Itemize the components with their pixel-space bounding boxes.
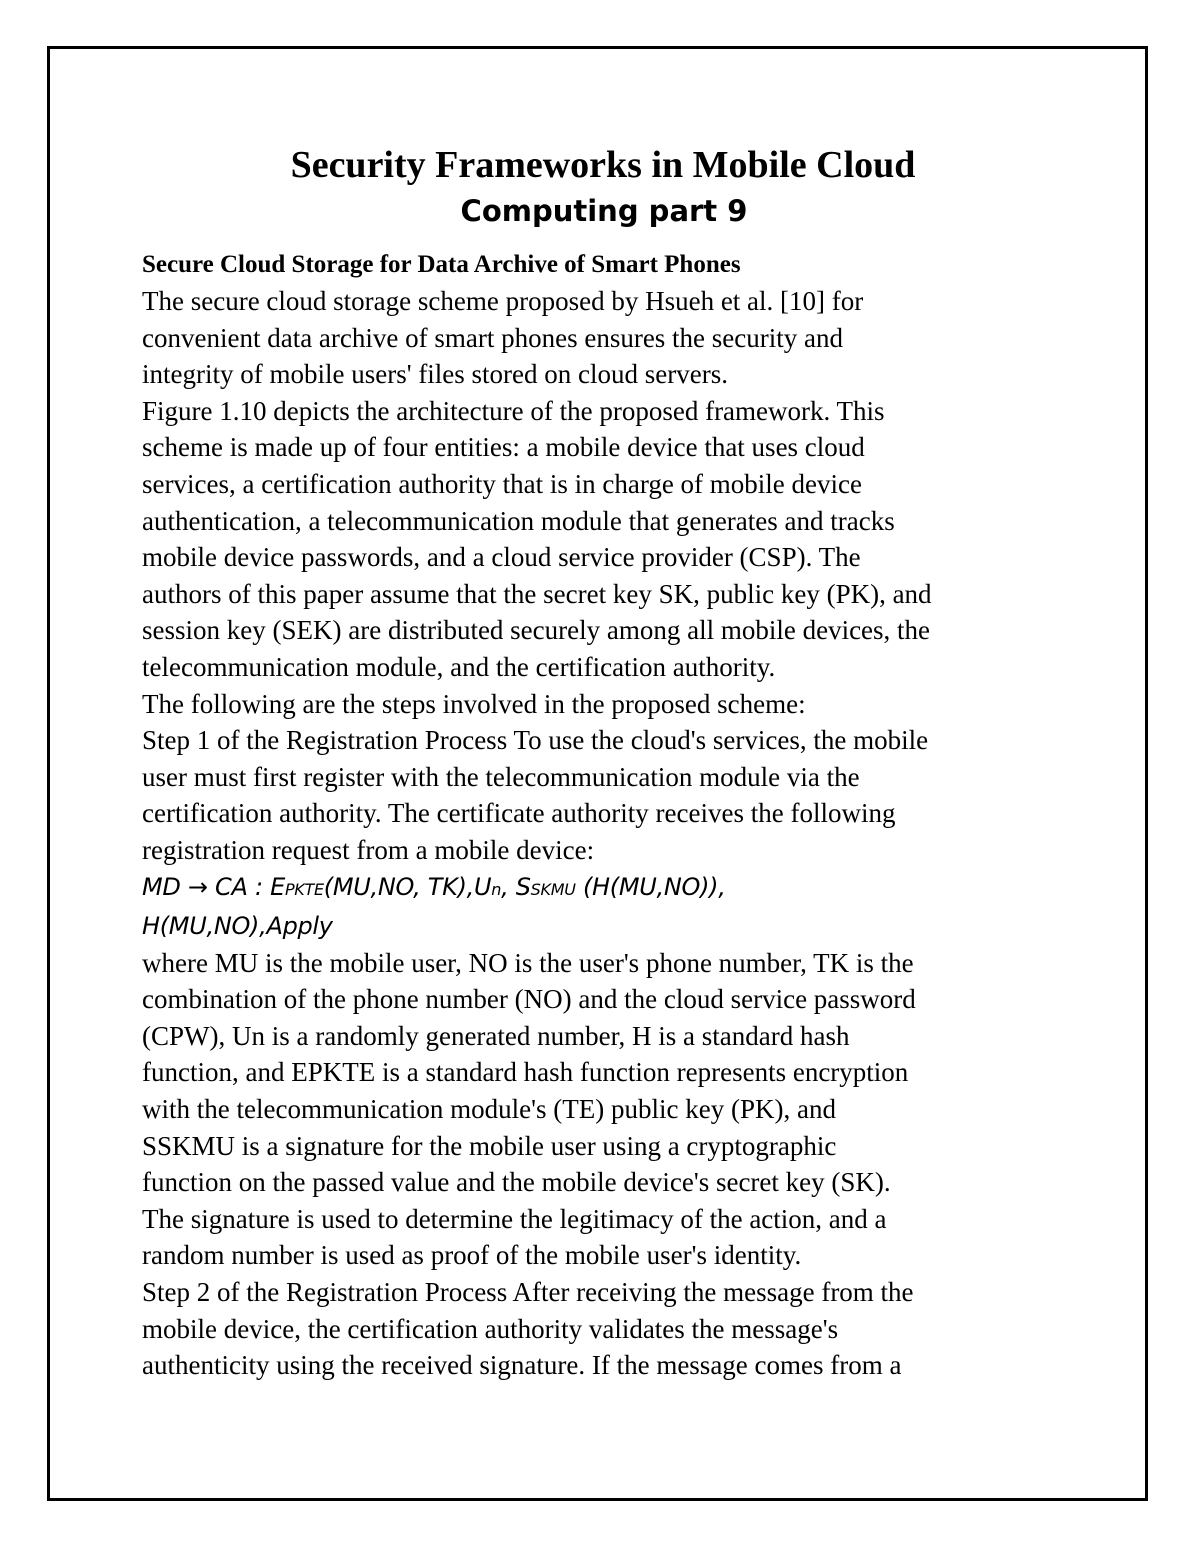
text-line: convenient data archive of smart phones ensures the security and (142, 322, 843, 353)
text-line: combination of the phone number (NO) and the cloud service password (142, 984, 916, 1015)
text-line: registration request from a mobile device: (142, 834, 595, 865)
text-line: The following are the steps involved in the proposed scheme: (142, 688, 806, 719)
text-line: mobile device, the certification authority validates the message's (142, 1313, 839, 1344)
text-line: session key (SEK) are distributed securely among all mobile devices, the (142, 615, 931, 646)
text-line: function on the passed value and the mobile device's secret key (SK). (142, 1167, 891, 1198)
text-line: user must first register with the telecommunication module via the (142, 761, 860, 792)
text-line: with the telecommunication module's (TE) public key (PK), and (142, 1094, 836, 1125)
text-line: The signature is used to determine the legitimacy of the action, and a (142, 1203, 887, 1234)
text-line: where MU is the mobile user, NO is the user's phone number, TK is the (142, 947, 914, 978)
formula-subscript: PKTE (284, 879, 324, 899)
paragraph-block-1 (142, 283, 1072, 869)
text-line: function, and EPKTE is a standard hash function represents encryption (142, 1057, 909, 1088)
title-line-1: Security Frameworks in Mobile Cloud (290, 144, 916, 186)
text-line: services, a certification authority that is in charge of mobile device (142, 468, 862, 499)
formula-subscript: n (491, 879, 502, 899)
text-line: integrity of mobile users' files stored on cloud servers. (142, 359, 728, 390)
text-line: mobile device passwords, and a cloud service provider (CSP). The (142, 542, 861, 573)
registration-formula-line-1 (142, 869, 1072, 909)
text-line: certification authority. The certificate authority receives the following (142, 798, 896, 829)
text-line: Figure 1.10 depicts the architecture of the proposed framework. This (142, 395, 885, 426)
text-line: random number is used as proof of the mobile user's identity. (142, 1240, 802, 1271)
paragraph-block-2 (142, 945, 1072, 1384)
text-line: authentication, a telecommunication module that generates and tracks (142, 505, 895, 536)
formula-part: (MU,NO, TK),U (323, 872, 492, 901)
formula-part: (H(MU,NO)), (575, 872, 726, 901)
formula-subscript: SKMU (530, 879, 576, 899)
formula-part: MD → CA : E (142, 872, 285, 901)
text-line: Step 2 of the Registration Process After receiving the message from the (142, 1277, 914, 1308)
text-line: telecommunication module, and the certification authority. (142, 651, 776, 682)
text-line: The secure cloud storage scheme proposed by Hsueh et al. [10] for (142, 286, 864, 316)
text-line: authors of this paper assume that the secret key SK, public key (PK), and (142, 578, 932, 609)
text-line: authenticity using the received signature. If the message comes from a (142, 1350, 902, 1381)
text-line: Step 1 of the Registration Process To use the cloud's services, the mobile (142, 725, 929, 756)
section-heading: Secure Cloud Storage for Data Archive of Smart Phones (142, 251, 741, 278)
formula-part: , S (501, 872, 531, 901)
registration-formula-line-2: H(MU,NO),Apply (142, 912, 333, 941)
text-line: SSKMU is a signature for the mobile user using a cryptographic (142, 1130, 837, 1161)
title-line-2: Computing part 9 (460, 194, 748, 228)
document-body (142, 140, 1072, 1384)
text-line: (CPW), Un is a randomly generated number, H is a standard hash (142, 1020, 850, 1051)
text-line: scheme is made up of four entities: a mobile device that uses cloud (142, 432, 865, 463)
